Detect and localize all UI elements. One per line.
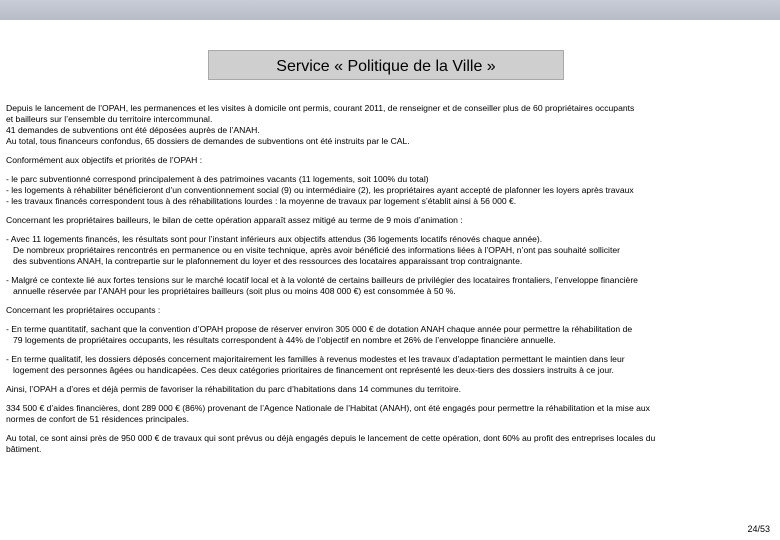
paragraph-total-works: Au total, ce sont ainsi près de 950 000 € de travaux qui sont prévus ou déjà engagés depuis le lancement de cette opération, dont 60% au profit des entreprises locales du bâtiment. [6,433,656,454]
paragraph-intro: Depuis le lancement de l’OPAH, les permanences et les visites à domicile ont permis, courant 2011, de renseigner et de conseiller plus de 60 propriétaires occupants et bailleurs sur l’ensemble du territoire intercommunal. 41 demandes de subventions ont été déposées auprès de l’ANAH. Au total, tous financeurs confondus, 65 dossiers de demandes de subventions ont été instruits par le CAL. [6,103,635,146]
top-bar [0,0,780,20]
document-body [6,103,774,455]
paragraph-bailleurs-results-cont: De nombreux propriétaires rencontrés en permanence ou en visite technique, après avoir bénéficié des informations liées à l’OPAH, n’ont pas souhaité solliciter des subventions ANAH, la contrepartie sur le plafonnement du loyer et des ressources des locataires apparaissant trop contraignante. [13,245,620,266]
page-number: 24/53 [747,524,770,534]
paragraph-communes: Ainsi, l’OPAH a d’ores et déjà permis de favoriser la réhabilitation du parc d’habitations dans 14 communes du territoire. [6,384,462,394]
paragraph-bailleurs-context: - Malgré ce contexte lié aux fortes tensions sur le marché locatif local et à la volonté de certains bailleurs de privilégier des locataires frontaliers, l’enveloppe financière [6,275,638,285]
paragraph-financial-aid: 334 500 € d’aides financières, dont 289 000 € (86%) provenant de l’Agence Nationale de l’Habitat (ANAH), ont été engagés pour permettre la réhabilitation et la mise aux normes de confort de 51 résidences principales. [6,403,650,424]
paragraph-occupants-heading: Concernant les propriétaires occupants : [6,305,161,315]
paragraph-occupants-quantitative-cont: 79 logements de propriétaires occupants, les résultats correspondent à 44% de l’objectif en nombre et 26% de l’enveloppe financière annuelle. [13,335,556,345]
paragraph-objectives-list: - le parc subventionné correspond principalement à des patrimoines vacants (11 logements, soit 100% du total) - les logements à réhabiliter bénéficieront d’un conventionnement social (9) ou intermédiaire (2), les propriétaires ayant accepté de plafonner les loyers après travaux - les travaux financés correspondent tous à des réhabilitations lourdes : la moyenne de travaux par logement s’établit ainsi à 56 000 €. [6,174,634,206]
paragraph-occupants-quantitative: - En terme quantitatif, sachant que la convention d’OPAH propose de réserver environ 305 000 € de dotation ANAH chaque année pour permettre la réhabilitation de [6,324,633,334]
paragraph-occupants-qualitative: - En terme qualitatif, les dossiers déposés concernent majoritairement les familles à revenus modestes et les travaux d’adaptation permettant le maintien dans leur [6,354,625,364]
page-title: Service « Politique de la Ville » [208,50,564,80]
paragraph-objectives-heading: Conformément aux objectifs et priorités de l’OPAH : [6,155,203,165]
paragraph-bailleurs-results: - Avec 11 logements financés, les résultats sont pour l’instant inférieurs aux objectifs attendus (36 logements locatifs rénovés chaque année). [6,234,543,244]
paragraph-bailleurs-context-cont: annuelle réservée par l’ANAH pour les propriétaires bailleurs (soit plus ou moins 408 000 €) est consommée à 50 %. [13,286,456,296]
paragraph-occupants-qualitative-cont: logement des personnes âgées ou handicapées. Ces deux catégories prioritaires de financement ont représenté les deux-tiers des dossiers instruits à ce jour. [13,365,614,375]
paragraph-bailleurs-heading: Concernant les propriétaires bailleurs, le bilan de cette opération apparaît assez mitigé au terme de 9 mois d’animation : [6,215,463,225]
